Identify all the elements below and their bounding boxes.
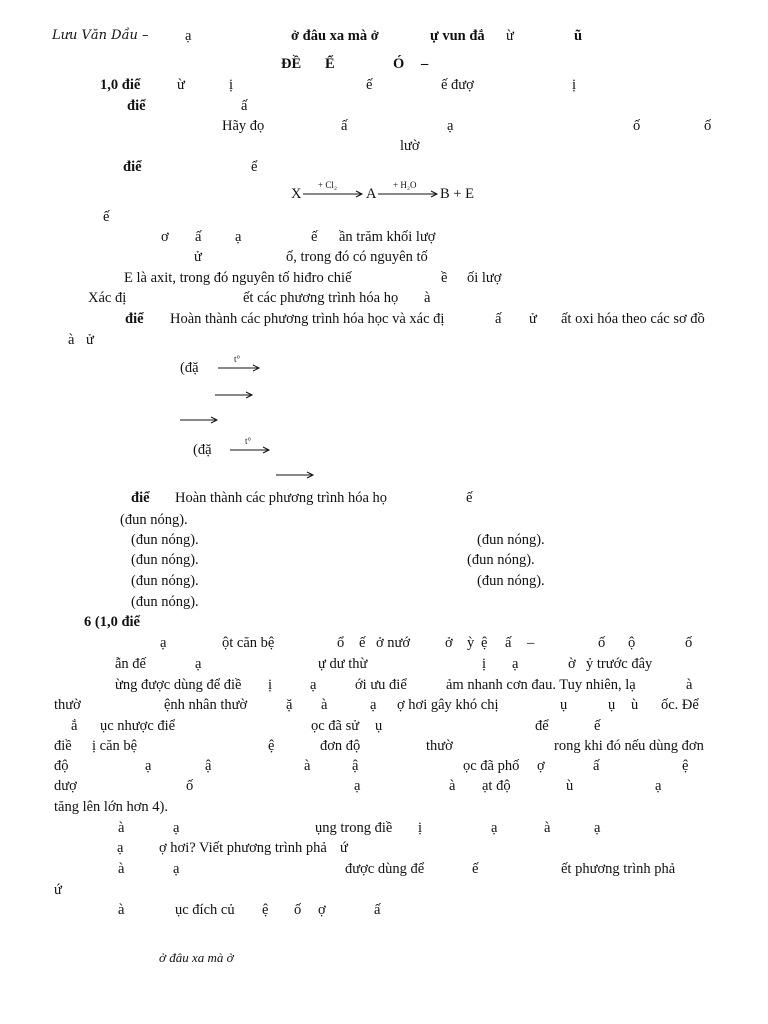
header-fragment: ự vun đắ bbox=[430, 28, 485, 44]
title-fragment: ĐỀ bbox=[281, 56, 302, 72]
q6-fragment: ới ưu điể bbox=[355, 677, 407, 693]
q6-fragment: đơn độ bbox=[320, 738, 361, 754]
q1-fragment: ế đượ bbox=[441, 77, 474, 93]
q6-fragment: ặ bbox=[286, 697, 293, 713]
q6-fragment: ệ bbox=[682, 758, 689, 774]
q6-fragment: ốc. Để bbox=[661, 697, 699, 713]
q6-fragment: ụ bbox=[560, 697, 568, 713]
q1b-fragment: ết các phương trình hóa họ bbox=[243, 290, 399, 306]
q6-fragment: – bbox=[527, 635, 535, 651]
q2-arrow-2 bbox=[215, 391, 255, 399]
q6-fragment: ố bbox=[294, 902, 302, 918]
q6-fragment: ết phương trình phả bbox=[561, 861, 676, 877]
q6-fragment: ấ bbox=[505, 635, 512, 651]
q6-fragment: dượ bbox=[54, 778, 77, 794]
q1-fragment: ố bbox=[704, 118, 712, 134]
q6-fragment: ậ bbox=[352, 758, 359, 774]
q6-fragment: ệ bbox=[268, 738, 275, 754]
q1-score: 1,0 điể bbox=[100, 77, 141, 93]
q6-fragment: ạ bbox=[160, 635, 167, 651]
q6-fragment: à bbox=[449, 778, 456, 794]
q6-fragment: ấ bbox=[374, 902, 381, 918]
q6-fragment: ụng trong điề bbox=[315, 820, 393, 836]
q6-fragment: ạ bbox=[195, 656, 202, 672]
q3-fragment: ế bbox=[466, 490, 473, 506]
q3-fragment: Hoàn thành các phương trình hóa họ bbox=[175, 490, 388, 506]
scheme-be: B + E bbox=[440, 186, 474, 202]
q6-fragment: ị bbox=[482, 656, 487, 672]
q6-fragment: ạ bbox=[145, 758, 152, 774]
q6-fragment: ệ bbox=[481, 635, 488, 651]
q1-fragment: ố bbox=[633, 118, 641, 134]
q2-arrow-1 bbox=[218, 364, 262, 372]
q6-fragment: được dùng để bbox=[345, 861, 425, 877]
scheme-arrow-1 bbox=[303, 190, 365, 198]
header-fragment: ạ bbox=[185, 28, 192, 44]
title-fragment: Ó bbox=[393, 56, 405, 72]
q6-fragment: điề bbox=[54, 738, 72, 754]
q2-reaction-condition: (đặ bbox=[193, 442, 212, 458]
q2-arrow-3 bbox=[180, 416, 220, 424]
q6-fragment: ở bbox=[445, 635, 453, 651]
q6-fragment: ụ bbox=[608, 697, 616, 713]
q6-fragment: ạ bbox=[173, 820, 180, 836]
q6-fragment: ở nướ bbox=[376, 635, 411, 651]
q6-fragment: ù bbox=[566, 778, 574, 794]
q6-fragment: ạ bbox=[491, 820, 498, 836]
q6-fragment: ạ bbox=[594, 820, 601, 836]
q3-condition: (đun nóng). bbox=[131, 573, 199, 589]
q1b-fragment: ử bbox=[194, 249, 202, 265]
q6-fragment: ạ bbox=[512, 656, 519, 672]
header-motto: ở đâu xa mà ở bbox=[291, 28, 379, 44]
q3-fragment: điể bbox=[131, 490, 150, 506]
q3-condition: (đun nóng). bbox=[131, 594, 199, 610]
footer-motto: ở đâu xa mà ở bbox=[159, 950, 234, 965]
q2-fragment: ử bbox=[86, 332, 94, 348]
q6-fragment: ỳ bbox=[467, 635, 475, 651]
q1b-fragment: ơ bbox=[161, 229, 169, 245]
q6-fragment: ợ bbox=[318, 902, 326, 918]
q2-fragment: ử bbox=[529, 311, 537, 327]
q6-fragment: để bbox=[535, 718, 549, 734]
q6-fragment: ố bbox=[598, 635, 606, 651]
q1-fragment: lườ bbox=[400, 138, 420, 154]
q1b-fragment: ố, trong đó có nguyên tố bbox=[286, 249, 428, 265]
header-fragment: ũ bbox=[574, 28, 583, 44]
q6-fragment: à bbox=[304, 758, 311, 774]
title-fragment: Ể bbox=[325, 56, 335, 72]
q6-heading: 6 (1,0 điể bbox=[84, 614, 140, 630]
q1-fragment: Hãy đọ bbox=[222, 118, 265, 134]
q1-fragment: ấ bbox=[241, 98, 248, 114]
q2-arrow-5 bbox=[276, 471, 316, 479]
q1-fragment: ấ bbox=[341, 118, 348, 134]
q6-fragment: ẫn đế bbox=[115, 656, 146, 672]
q6-fragment: ợ hơi? Viết phương trình phả bbox=[159, 840, 327, 856]
q3-condition: (đun nóng). bbox=[131, 532, 199, 548]
q3-condition: (đun nóng). bbox=[131, 552, 199, 568]
q6-fragment: ứ bbox=[340, 840, 348, 856]
q2-fragment: điể bbox=[125, 311, 144, 327]
q1b-fragment: ề bbox=[441, 270, 448, 286]
q1-fragment: ừ bbox=[177, 77, 185, 93]
q6-fragment: ọc đã phố bbox=[463, 758, 520, 774]
q1-fragment: ị bbox=[572, 77, 577, 93]
q3-condition: (đun nóng). bbox=[477, 532, 545, 548]
q2-fragment: à bbox=[68, 332, 75, 348]
q1-fragment: ể bbox=[251, 159, 258, 175]
q6-fragment: ạ bbox=[117, 840, 124, 856]
q1b-fragment: ế bbox=[103, 209, 110, 225]
q6-fragment: à bbox=[118, 861, 125, 877]
q6-fragment: ọc đã sử bbox=[311, 718, 360, 734]
q6-fragment: ố bbox=[685, 635, 693, 651]
q6-fragment: ờ bbox=[568, 656, 576, 672]
q6-fragment: ỷ trước đây bbox=[586, 656, 653, 672]
q6-fragment: à bbox=[118, 820, 125, 836]
q6-fragment: ộ bbox=[628, 635, 636, 651]
q6-fragment: tăng lên lớn hơn 4). bbox=[54, 799, 168, 815]
q1b-fragment: ần trăm khối lượ bbox=[339, 229, 436, 245]
q1-fragment: điể bbox=[127, 98, 146, 114]
q2-heat-label: t° bbox=[245, 436, 252, 446]
q6-fragment: ạ bbox=[173, 861, 180, 877]
q1-fragment: điể bbox=[123, 159, 142, 175]
scheme-a: A bbox=[366, 186, 377, 202]
q6-fragment: à bbox=[544, 820, 551, 836]
q2-arrow-4 bbox=[230, 446, 272, 454]
q2-fragment: ất oxi hóa theo các sơ đồ bbox=[561, 311, 705, 327]
q6-fragment: ế bbox=[359, 635, 366, 651]
q6-fragment: ị bbox=[418, 820, 423, 836]
scheme-reagent-1: + Cl₂ bbox=[318, 180, 337, 190]
q6-fragment: thườ bbox=[54, 697, 81, 713]
q6-fragment: ợ hơi gây khó chị bbox=[397, 697, 499, 713]
q6-fragment: ạ bbox=[354, 778, 361, 794]
header-brand: Lưu Văn Dầu – bbox=[52, 28, 149, 43]
q6-fragment: ụ bbox=[375, 718, 383, 734]
q6-fragment: ảm nhanh cơn đau. Tuy nhiên, lạ bbox=[446, 677, 636, 693]
q6-fragment: ế bbox=[594, 718, 601, 734]
q6-fragment: ậ bbox=[205, 758, 212, 774]
q6-fragment: ắ bbox=[71, 718, 78, 734]
q6-fragment: ạt độ bbox=[482, 778, 511, 794]
title-fragment: – bbox=[421, 56, 429, 72]
q1b-fragment: ối lượ bbox=[467, 270, 502, 286]
q2-fragment: Hoàn thành các phương trình hóa học và xác đị bbox=[170, 311, 445, 327]
q6-fragment: ục nhược điể bbox=[100, 718, 176, 734]
q6-fragment: à bbox=[118, 902, 125, 918]
header-fragment: ừ bbox=[506, 28, 514, 44]
q1b-fragment: ạ bbox=[235, 229, 242, 245]
q6-fragment: ừng được dùng để điề bbox=[115, 677, 242, 693]
q6-fragment: ị căn bệ bbox=[92, 738, 138, 754]
scheme-x: X bbox=[291, 186, 302, 202]
q6-fragment: ục đích củ bbox=[175, 902, 235, 918]
q1b-fragment: à bbox=[424, 290, 431, 306]
scheme-arrow-2 bbox=[378, 190, 440, 198]
q6-fragment: ứ bbox=[54, 882, 62, 898]
q6-fragment: ế bbox=[472, 861, 479, 877]
q6-fragment: thườ bbox=[426, 738, 453, 754]
q6-fragment: ệnh nhân thườ bbox=[164, 697, 248, 713]
q6-fragment: rong khi đó nếu dùng đơn bbox=[554, 738, 704, 754]
q6-fragment: à bbox=[686, 677, 693, 693]
q6-fragment: ổ bbox=[337, 635, 345, 651]
q6-fragment: ệ bbox=[262, 902, 269, 918]
q6-fragment: độ bbox=[54, 758, 69, 774]
q2-fragment: ấ bbox=[495, 311, 502, 327]
q6-fragment: ị bbox=[268, 677, 273, 693]
q1b-fragment: ấ bbox=[195, 229, 202, 245]
q6-fragment: ù bbox=[631, 697, 639, 713]
q6-fragment: ố bbox=[186, 778, 194, 794]
q1-fragment: ạ bbox=[447, 118, 454, 134]
q6-fragment: ạ bbox=[655, 778, 662, 794]
q1b-fragment: ế bbox=[311, 229, 318, 245]
q6-fragment: à bbox=[321, 697, 328, 713]
q1-fragment: ị bbox=[229, 77, 234, 93]
q6-fragment: ạ bbox=[310, 677, 317, 693]
q6-fragment: ạ bbox=[370, 697, 377, 713]
q3-condition: (đun nóng). bbox=[467, 552, 535, 568]
q3-condition: (đun nóng). bbox=[477, 573, 545, 589]
scheme-reagent-2: + H₂O bbox=[393, 180, 417, 190]
q6-fragment: ự dư thừ bbox=[318, 656, 368, 672]
q6-fragment: ột căn bệ bbox=[222, 635, 275, 651]
q1b-fragment: E là axit, trong đó nguyên tố hiđro chiế bbox=[124, 270, 352, 286]
q1-fragment: ế bbox=[366, 77, 373, 93]
q1b-fragment: Xác đị bbox=[88, 290, 127, 306]
q2-reaction-condition: (đặ bbox=[180, 360, 199, 376]
q6-fragment: ợ bbox=[537, 758, 545, 774]
q2-heat-label: t° bbox=[234, 354, 241, 364]
q3-condition: (đun nóng). bbox=[120, 512, 188, 528]
q6-fragment: ấ bbox=[593, 758, 600, 774]
